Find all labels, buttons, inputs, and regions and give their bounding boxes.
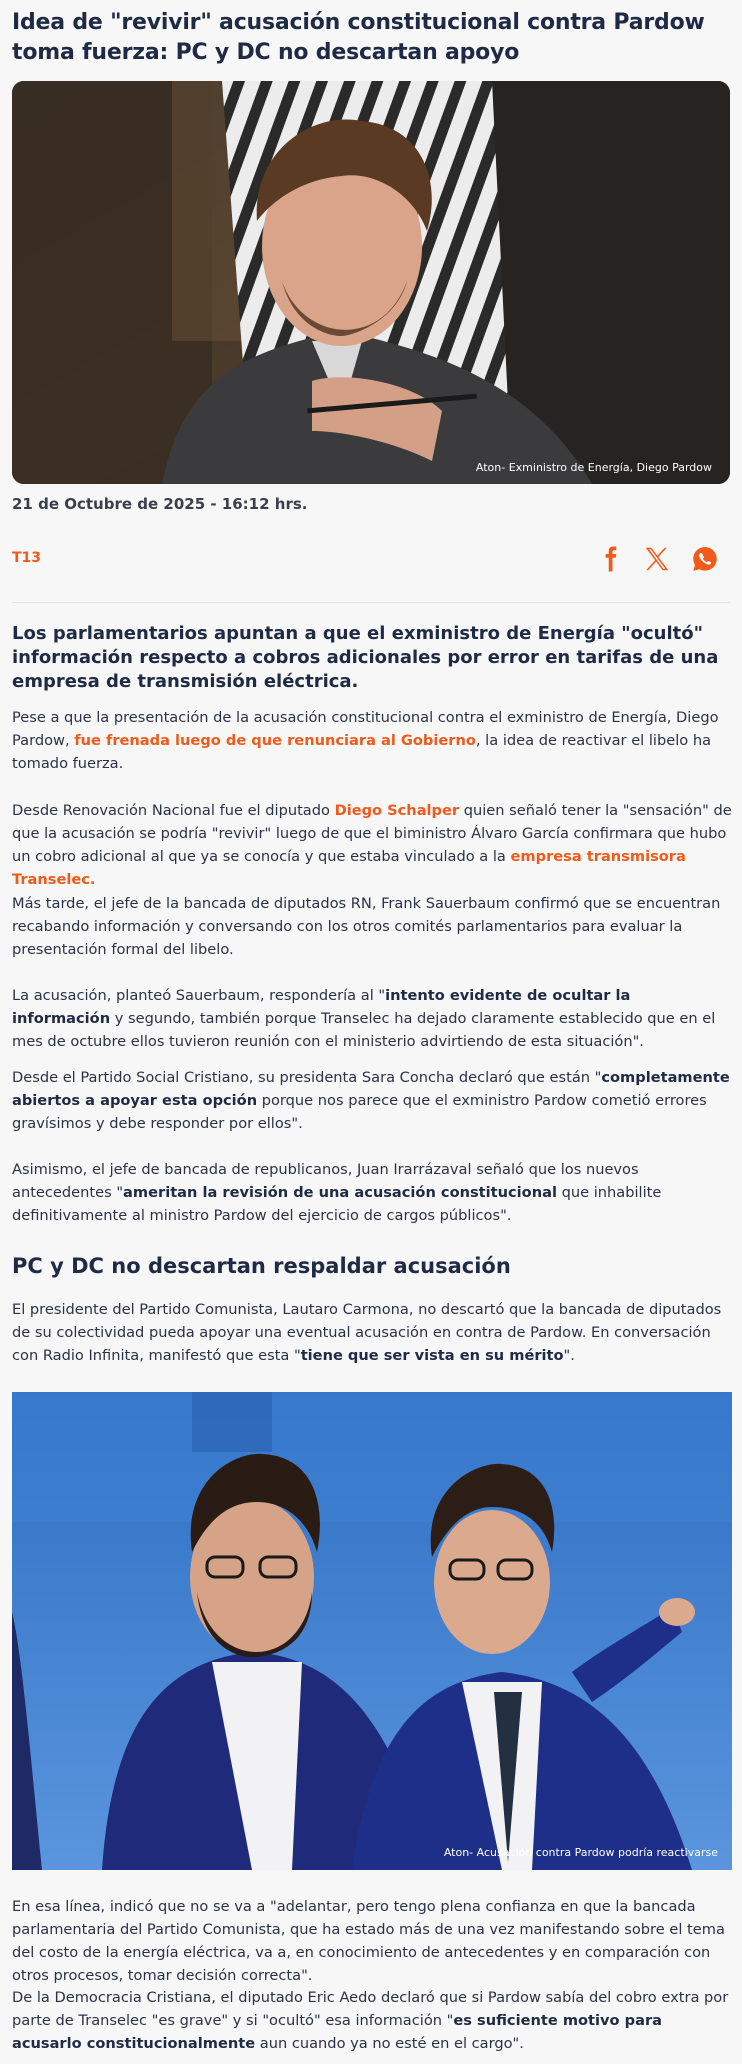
share-whatsapp-button[interactable]: [688, 542, 722, 576]
paragraph-7-text: El presidente del Partido Comunista, Lautaro Carmona, no descartó que la bancada de diputados de su colectividad pueda apoyar una eventual acusación en contra de Pardow. En conversación con Radio Infinita, manifestó que esta ": [12, 1301, 722, 1364]
link-transelec[interactable]: empresa transmisora Transelec.: [12, 848, 686, 888]
hero-caption: Aton- Exministro de Energía, Diego Pardow: [475, 461, 712, 474]
paragraph-1: [12, 706, 732, 775]
whatsapp-icon: [690, 544, 720, 574]
link-diego-schalper[interactable]: Diego Schalper: [334, 802, 460, 819]
paragraph-7: [12, 1298, 732, 1367]
paragraph-5: [12, 1066, 732, 1135]
paragraph-4-text: La acusación, planteó Sauerbaum, respondería al ": [12, 987, 386, 1004]
article-headline: Idea de "revivir" acusación constitucional contra Pardow toma fuerza: PC y DC no descartan apoyo: [12, 10, 705, 65]
paragraph-7-text-end: ".: [563, 1347, 575, 1364]
paragraph-9-text: De la Democracia Cristiana, el diputado Eric Aedo declaró que si Pardow sabía del cobro extra por parte de Transelec "es grave" y si "ocultó" esa información ": [12, 1989, 729, 2029]
article-source[interactable]: T13: [12, 550, 42, 566]
divider: [12, 602, 730, 603]
share-facebook-button[interactable]: [593, 542, 627, 576]
paragraph-1-text: Pese a que la presentación de la acusación constitucional contra el exministro de Energía, Diego Pardow,: [12, 709, 719, 749]
paragraph-7-bold: tiene que ser vista en su mérito: [300, 1347, 564, 1364]
paragraph-6-text: Asimismo, el jefe de bancada de republicanos, Juan Irarrázaval señaló que los nuevos antecedentes ": [12, 1161, 639, 1201]
paragraph-5-text: Desde el Partido Social Cristiano, su presidenta Sara Concha declaró que están ": [12, 1069, 602, 1086]
paragraph-4-bold: intento evidente de ocultar la información: [12, 987, 631, 1027]
paragraph-4-text-end: y segundo, también porque Transelec ha dejado claramente establecido que en el mes de octubre ellos tuvieron reunión con el ministerio advirtiendo de esta situación".: [12, 1010, 716, 1050]
paragraph-1-text-end: , la idea de reactivar el libelo ha tomado fuerza.: [12, 732, 712, 772]
paragraph-4: [12, 984, 732, 1053]
paragraph-5-bold: completamente abiertos a apoyar esta opción: [12, 1069, 730, 1109]
paragraph-2-text-mid: quien señaló tener la "sensación" de que la acusación se podría "revivir" luego de que el biministro Álvaro García confirmara que hubo un cobro adicional al que ya se conocía y que estaba vinculado a la: [12, 802, 732, 865]
paragraph-9: [12, 1986, 732, 2055]
paragraph-3: Más tarde, el jefe de la bancada de diputados RN, Frank Sauerbaum confirmó que se encuentran recabando información y conversando con los otros comités parlamentarios para evaluar la presentación formal del libelo.: [12, 895, 721, 958]
paragraph-5-text-end: porque nos parece que el exministro Pardow cometió errores gravísimos y debe responder por ellos".: [12, 1092, 707, 1132]
article-lead: Los parlamentarios apuntan a que el exministro de Energía "ocultó" información respecto a cobros adicionales por error en tarifas de una empresa de transmisión eléctrica.: [12, 623, 719, 692]
paragraph-9-text-end: aun cuando ya no esté en el cargo".: [255, 2035, 524, 2052]
paragraph-2: [12, 799, 732, 891]
hero-photo: [12, 81, 730, 484]
paragraph-8: En esa línea, indicó que no se va a "adelantar, pero tengo plena confianza en que la bancada parlamentaria del Partido Comunista, que ha estado más de una vez manifestando sobre el tema del costo de la energía eléctrica, va a, en conocimiento de antecedentes y en comparación con otros procesos, tomar decisión correcta".: [12, 1898, 725, 1984]
hero-photo-illustration: [12, 81, 730, 484]
share-x-button[interactable]: [640, 542, 674, 576]
section-subheading: PC y DC no descartan respaldar acusación: [12, 1254, 511, 1278]
second-photo-illustration: [12, 1392, 732, 1870]
facebook-icon: [595, 544, 625, 574]
paragraph-6-text-end: que inhabilite definitivamente al ministro Pardow del ejercicio de cargos públicos".: [12, 1184, 662, 1224]
article-date: 21 de Octubre de 2025 - 16:12 hrs.: [12, 495, 308, 513]
paragraph-2-text: Desde Renovación Nacional fue el diputado: [12, 802, 335, 819]
paragraph-6-bold: ameritan la revisión de una acusación constitucional: [123, 1184, 557, 1201]
link-renuncia[interactable]: fue frenada luego de que renunciara al Gobierno: [74, 732, 476, 749]
second-photo-caption: Aton- Acusación contra Pardow podría reactivarse: [443, 1846, 718, 1859]
x-icon: [642, 544, 672, 574]
paragraph-6: [12, 1158, 732, 1227]
second-photo: [12, 1392, 732, 1870]
paragraph-9-bold: es suficiente motivo para acusarlo constitucionalmente: [12, 2012, 662, 2052]
